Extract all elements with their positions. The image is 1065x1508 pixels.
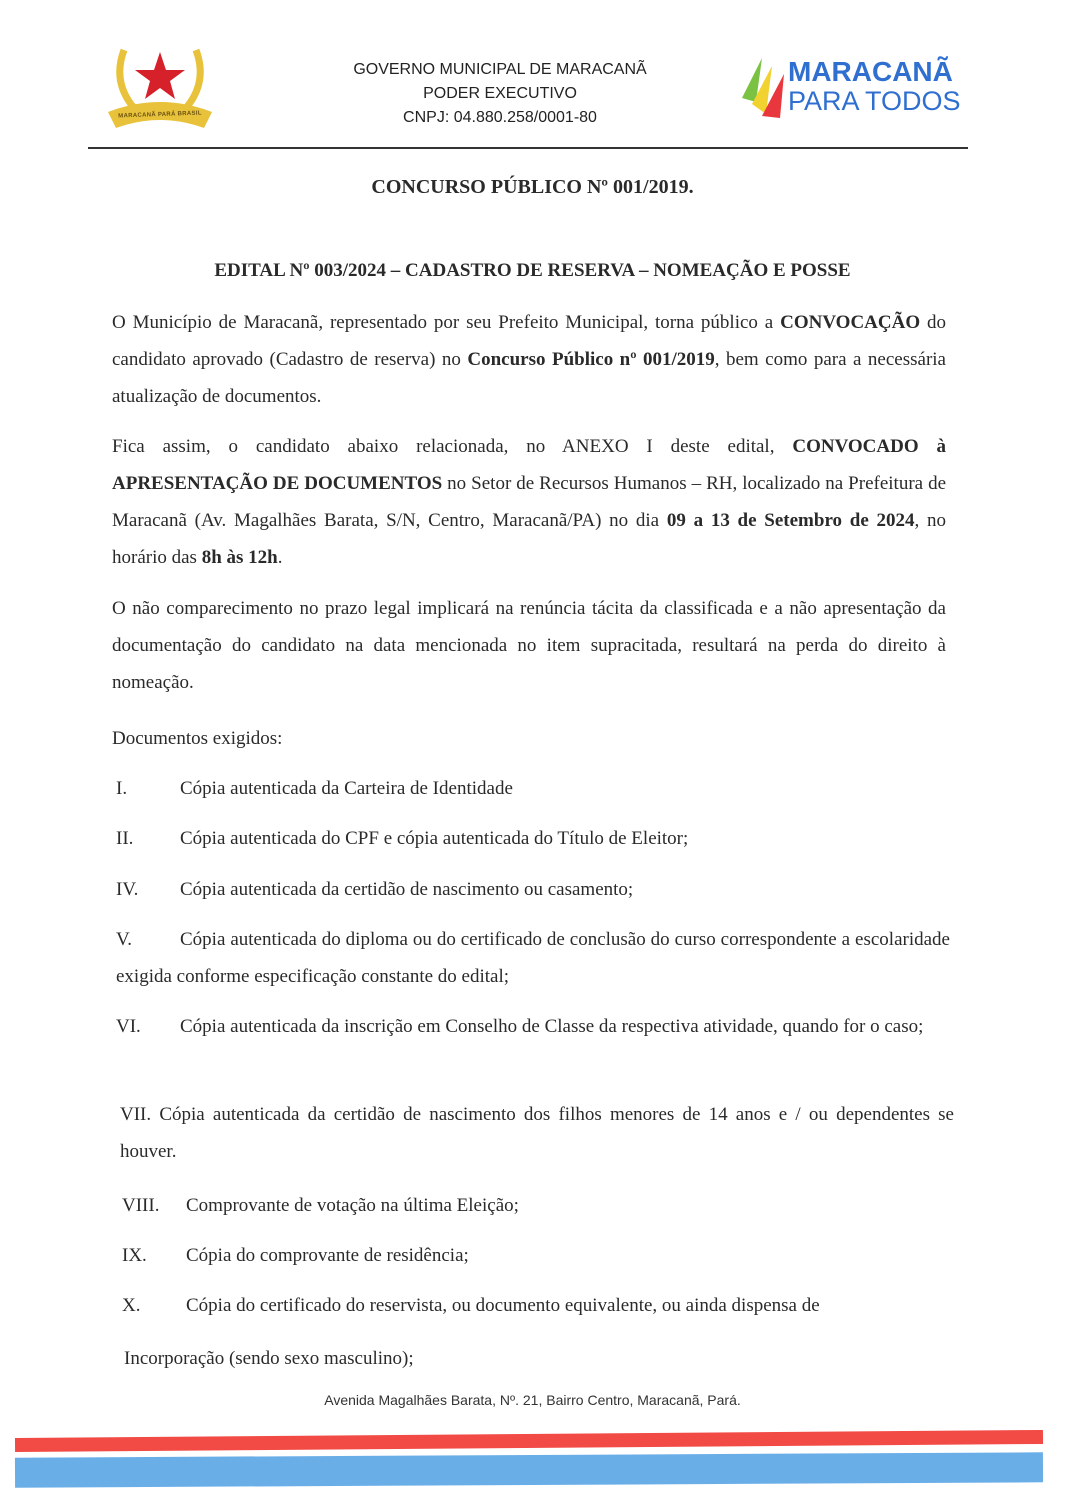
paragraph-1: O Município de Maracanã, representado por seu Prefeito Municipal, torna público a CONVOCAÇÃO do candidato aprovado (Cadastro de reserva) no Concurso Público nº 001/2019, bem como para a necessária atualização de documentos. [112,312,946,407]
paragraph-2: Fica assim, o candidato abaixo relacionada, no ANEXO I deste edital, CONVOCADO à APRESENTAÇÃO DE DOCUMENTOS no Setor de Recursos Humanos – RH, localizado na Prefeitura de Maracanã (Av. Magalhães Barata, S/N, Centro, Maracanã/PA) no dia 09 a 13 de Setembro de 2024, no horário das 8h às 12h. [112,436,947,568]
cnpj: CNPJ: 04.880.258/0001-80 [403,109,597,126]
paragraph-3: O não comparecimento no prazo legal implicará na renúncia tácita da classificada e a não apresentação da documentação do candidato na data mencionada no item supracitada, resultará na perda do direito à nomeação. [112,598,946,693]
municipal-crest-logo [104,42,216,134]
crest-ribbon-text: MARACANÃ PARÁ BRASIL [118,110,202,120]
footer-address: Avenida Magalhães Barata, Nº. 21, Bairro Centro, Maracanã, Pará. [324,1392,741,1408]
maracana-para-todos-logo [740,54,965,120]
edital-title: EDITAL Nº 003/2024 – CADASTRO DE RESERVA – NOMEAÇÃO E POSSE [214,260,851,281]
document-item: II. Cópia autenticada do CPF e cópia autenticada do Título de Eleitor; [116,828,689,849]
document-item: VIII. Comprovante de votação na última Eleição; [122,1195,519,1216]
footer-red-stripe [15,1430,1043,1452]
footer-blue-stripe [15,1452,1043,1487]
executive-power: PODER EXECUTIVO [423,85,577,102]
contest-title: CONCURSO PÚBLICO Nº 001/2019. [371,176,694,198]
document-item: IV. Cópia autenticada da certidão de nascimento ou casamento; [116,879,634,900]
brand-top: MARACANÃ [788,56,953,87]
document-item: I. Cópia autenticada da Carteira de Identidade [116,778,513,799]
header-text [300,58,700,130]
documents-label: Documentos exigidos: [112,728,283,749]
document-item-continuation: Incorporação (sendo sexo masculino); [124,1348,414,1369]
document-item: VII. Cópia autenticada da certidão de nascimento dos filhos menores de 14 anos e / ou dependentes se houver. [120,1104,954,1162]
document-item: VI. Cópia autenticada da inscrição em Conselho de Classe da respectiva atividade, quando for o caso; [116,1016,924,1037]
document-item: V. Cópia autenticada do diploma ou do certificado de conclusão do curso correspondente a escolaridade exigida conforme especificação constante do edital; [116,929,950,987]
brand-bottom: PARA TODOS [788,86,961,116]
document-item: IX. Cópia do comprovante de residência; [122,1245,469,1266]
header-divider [88,147,968,149]
document-item: X. Cópia do certificado do reservista, ou documento equivalente, ou ainda dispensa de [122,1295,820,1316]
government-name: GOVERNO MUNICIPAL DE MARACANÃ [353,61,647,78]
